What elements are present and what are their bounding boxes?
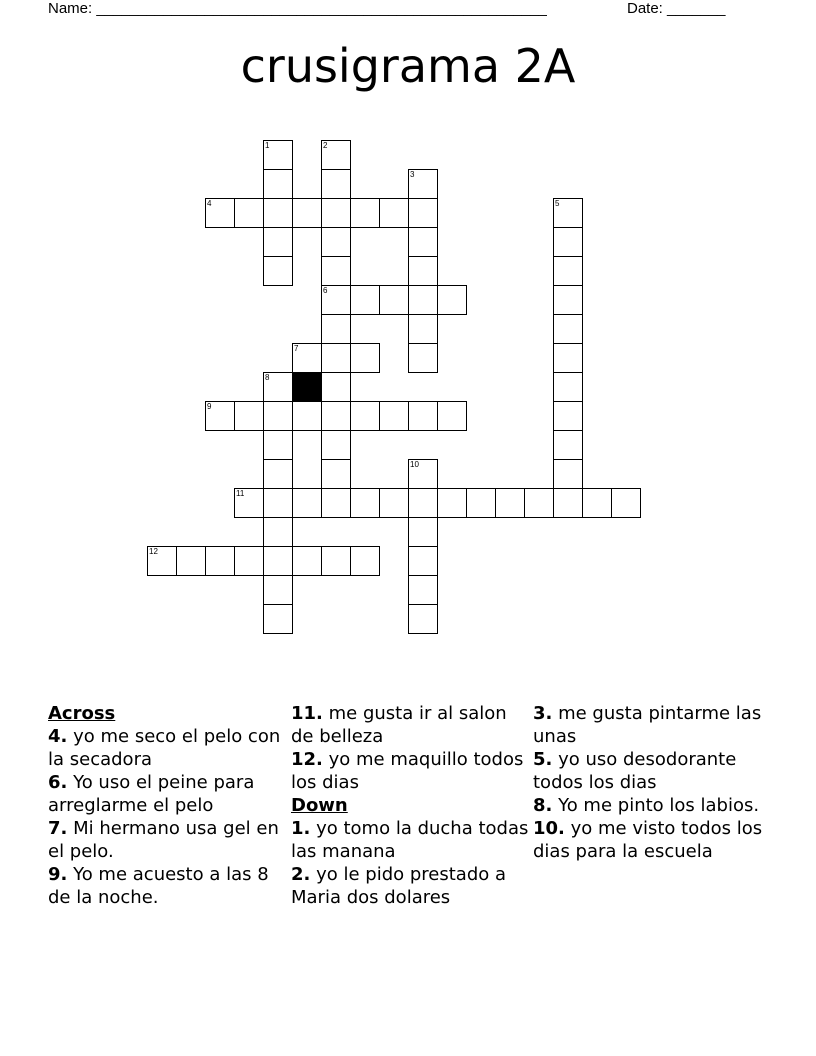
grid-cell[interactable] xyxy=(437,488,467,518)
clue-down-1 xyxy=(291,817,531,863)
clue-number: 1. xyxy=(291,818,311,839)
clue-number: 5. xyxy=(533,749,553,770)
clue-across-4 xyxy=(48,725,288,771)
grid-cell[interactable] xyxy=(321,198,351,228)
grid-cell[interactable] xyxy=(408,575,438,605)
grid-cell[interactable] xyxy=(408,285,438,315)
grid-cell[interactable] xyxy=(350,546,380,576)
grid-cell[interactable] xyxy=(321,430,351,460)
grid-cell[interactable] xyxy=(321,285,351,315)
clue-number-9: 9 xyxy=(207,402,212,411)
grid-cell[interactable] xyxy=(408,459,438,489)
clue-text: Mi hermano usa gel en el pelo. xyxy=(48,818,279,862)
grid-cell[interactable] xyxy=(321,488,351,518)
clue-text: Yo me pinto los labios. xyxy=(552,795,760,816)
grid-cell[interactable] xyxy=(408,604,438,634)
clue-number: 12. xyxy=(291,749,323,770)
clue-number-2: 2 xyxy=(323,141,328,150)
grid-cell[interactable] xyxy=(234,198,264,228)
clue-column-2 xyxy=(291,702,531,909)
grid-cell[interactable] xyxy=(408,517,438,547)
grid-cell[interactable] xyxy=(263,256,293,286)
grid-cell[interactable] xyxy=(408,343,438,373)
grid-cell[interactable] xyxy=(350,198,380,228)
clue-number: 8. xyxy=(533,795,553,816)
clue-down-5 xyxy=(533,748,773,794)
grid-cell[interactable] xyxy=(321,314,351,344)
grid-cell[interactable] xyxy=(350,285,380,315)
clue-across-7 xyxy=(48,817,288,863)
grid-cell[interactable] xyxy=(263,604,293,634)
grid-cell[interactable] xyxy=(263,430,293,460)
clue-number-10: 10 xyxy=(410,460,419,469)
black-cell xyxy=(292,372,322,402)
grid-cell[interactable] xyxy=(437,401,467,431)
clue-text: Yo me acuesto a las 8 de la noche. xyxy=(48,864,269,908)
clue-number-5: 5 xyxy=(555,199,560,208)
grid-cell[interactable] xyxy=(350,488,380,518)
grid-cell[interactable] xyxy=(263,169,293,199)
clue-number-1: 1 xyxy=(265,141,270,150)
grid-cell[interactable] xyxy=(321,401,351,431)
grid-cell[interactable] xyxy=(292,401,322,431)
grid-cell[interactable] xyxy=(263,459,293,489)
grid-cell[interactable] xyxy=(408,169,438,199)
clue-down-10 xyxy=(533,817,773,863)
grid-cell[interactable] xyxy=(321,256,351,286)
clue-text: yo me maquillo todos los dias xyxy=(291,749,524,793)
grid-cell[interactable] xyxy=(408,227,438,257)
clue-down-8 xyxy=(533,794,773,817)
grid-cell[interactable] xyxy=(379,285,409,315)
grid-cell[interactable] xyxy=(321,372,351,402)
clue-number: 11. xyxy=(291,703,323,724)
grid-cell[interactable] xyxy=(553,430,583,460)
clue-column-1 xyxy=(48,702,288,909)
grid-cell[interactable] xyxy=(292,546,322,576)
clue-text: Yo uso el peine para arreglarme el pelo xyxy=(48,772,255,816)
clue-number: 7. xyxy=(48,818,68,839)
clue-number-12: 12 xyxy=(149,547,158,556)
grid-cell[interactable] xyxy=(553,256,583,286)
grid-cell[interactable] xyxy=(553,314,583,344)
grid-cell[interactable] xyxy=(176,546,206,576)
grid-cell[interactable] xyxy=(553,343,583,373)
clue-column-3 xyxy=(533,702,773,863)
grid-cell[interactable] xyxy=(321,227,351,257)
clue-number: 2. xyxy=(291,864,311,885)
grid-cell[interactable] xyxy=(321,169,351,199)
grid-cell[interactable] xyxy=(234,488,264,518)
grid-cell[interactable] xyxy=(553,198,583,228)
grid-cell[interactable] xyxy=(263,198,293,228)
grid-cell[interactable] xyxy=(263,517,293,547)
grid-cell[interactable] xyxy=(321,546,351,576)
grid-cell[interactable] xyxy=(553,285,583,315)
grid-cell[interactable] xyxy=(437,285,467,315)
clue-across-6 xyxy=(48,771,288,817)
grid-cell[interactable] xyxy=(292,343,322,373)
clue-across-11 xyxy=(291,702,531,748)
grid-cell[interactable] xyxy=(350,401,380,431)
grid-cell[interactable] xyxy=(495,488,525,518)
grid-cell[interactable] xyxy=(350,343,380,373)
name-field-label: Name: ______________________________________________________ xyxy=(48,0,547,17)
grid-cell[interactable] xyxy=(524,488,554,518)
clue-text: yo me seco el pelo con la secadora xyxy=(48,726,281,770)
grid-cell[interactable] xyxy=(408,198,438,228)
grid-cell[interactable] xyxy=(408,256,438,286)
grid-cell[interactable] xyxy=(321,459,351,489)
clue-down-2 xyxy=(291,863,531,909)
grid-cell[interactable] xyxy=(553,401,583,431)
grid-cell[interactable] xyxy=(553,488,583,518)
clue-text: yo me visto todos los dias para la escuela xyxy=(533,818,763,862)
across-heading: Across xyxy=(48,703,116,724)
grid-cell[interactable] xyxy=(205,198,235,228)
page-title: crusigrama 2A xyxy=(240,39,576,93)
clue-down-3 xyxy=(533,702,773,748)
date-field-label: Date: _______ xyxy=(627,0,726,17)
clue-text: yo tomo la ducha todas las manana xyxy=(291,818,529,862)
grid-cell[interactable] xyxy=(263,488,293,518)
grid-cell[interactable] xyxy=(379,198,409,228)
clue-text: yo uso desodorante todos los dias xyxy=(533,749,737,793)
grid-cell[interactable] xyxy=(205,546,235,576)
grid-cell[interactable] xyxy=(147,546,177,576)
clue-number: 6. xyxy=(48,772,68,793)
grid-cell[interactable] xyxy=(379,401,409,431)
grid-cell[interactable] xyxy=(466,488,496,518)
grid-cell[interactable] xyxy=(582,488,612,518)
clue-number: 9. xyxy=(48,864,68,885)
grid-cell[interactable] xyxy=(408,314,438,344)
down-heading: Down xyxy=(291,795,348,816)
grid-cell[interactable] xyxy=(553,372,583,402)
clue-number: 4. xyxy=(48,726,68,747)
grid-cell[interactable] xyxy=(205,401,235,431)
clue-number-8: 8 xyxy=(265,373,270,382)
grid-cell[interactable] xyxy=(263,401,293,431)
grid-cell[interactable] xyxy=(321,343,351,373)
clue-number: 3. xyxy=(533,703,553,724)
grid-cell[interactable] xyxy=(263,372,293,402)
clue-across-12 xyxy=(291,748,531,794)
clue-number: 10. xyxy=(533,818,565,839)
clue-text: yo le pido prestado a Maria dos dolares xyxy=(291,864,507,908)
grid-cell[interactable] xyxy=(263,546,293,576)
grid-cell[interactable] xyxy=(263,575,293,605)
grid-cell[interactable] xyxy=(408,401,438,431)
clue-text: me gusta pintarme las unas xyxy=(533,703,762,747)
clue-across-9 xyxy=(48,863,288,909)
grid-cell[interactable] xyxy=(234,401,264,431)
clue-number-4: 4 xyxy=(207,199,212,208)
clue-number-11: 11 xyxy=(236,489,245,498)
grid-cell[interactable] xyxy=(292,198,322,228)
clue-number-7: 7 xyxy=(294,344,299,353)
grid-cell[interactable] xyxy=(263,140,293,170)
grid-cell[interactable] xyxy=(263,227,293,257)
grid-cell[interactable] xyxy=(379,488,409,518)
clue-number-6: 6 xyxy=(323,286,328,295)
grid-cell[interactable] xyxy=(408,546,438,576)
grid-cell[interactable] xyxy=(553,459,583,489)
grid-cell[interactable] xyxy=(234,546,264,576)
grid-cell[interactable] xyxy=(611,488,641,518)
grid-cell[interactable] xyxy=(408,488,438,518)
grid-cell[interactable] xyxy=(553,227,583,257)
grid-cell[interactable] xyxy=(321,140,351,170)
grid-cell[interactable] xyxy=(292,488,322,518)
clue-text: me gusta ir al salon de belleza xyxy=(291,703,507,747)
clue-number-3: 3 xyxy=(410,170,415,179)
